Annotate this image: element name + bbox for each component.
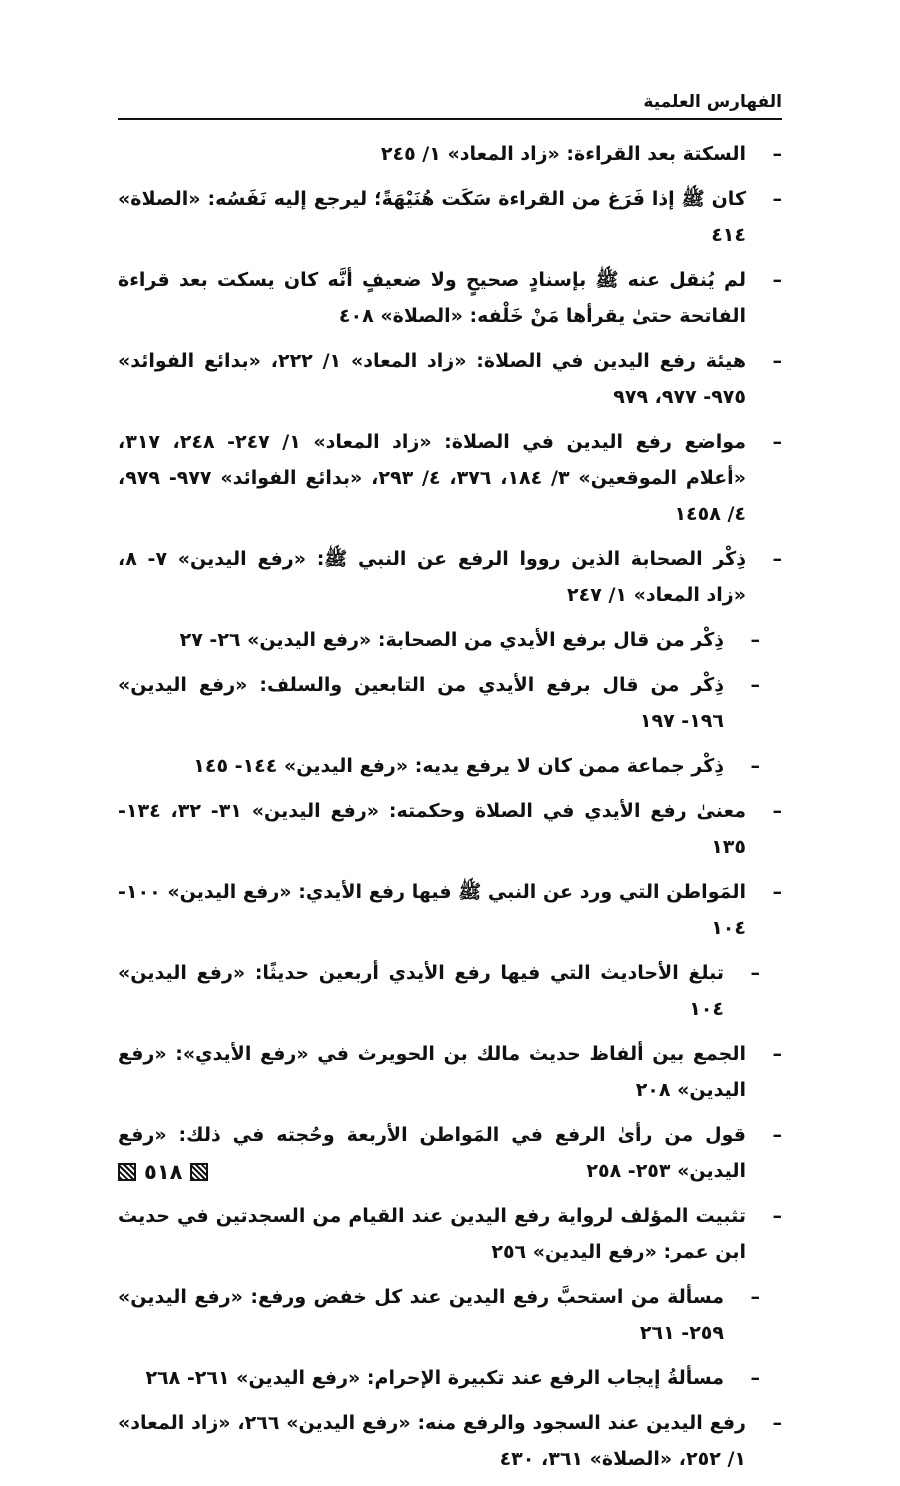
- page-number: ٥١٨: [144, 1160, 183, 1184]
- entry-dash: –: [750, 1367, 760, 1389]
- index-entry: [118, 793, 782, 865]
- entry-dash: –: [750, 962, 760, 984]
- index-entry: [118, 181, 782, 253]
- ornament-icon: [118, 1163, 136, 1181]
- entry-text: كان ﷺ إذا فَرَغ من القراءة سَكَت هُنَيْهَةً؛ ليرجع إليه نَفَسُه: «الصلاة» ٤١٤: [118, 188, 746, 246]
- entry-dash: –: [772, 143, 782, 165]
- entry-text: السكتة بعد القراءة: «زاد المعاد» ١/ ٢٤٥: [380, 143, 746, 165]
- page-footer: [118, 1160, 208, 1184]
- index-entry: [118, 667, 782, 739]
- entry-text: مسألة من استحبَّ رفع اليدين عند كل خفض ورفع: «رفع اليدين» ٢٥٩- ٢٦١: [118, 1286, 724, 1344]
- entry-text: ذِكْر من قال برفع الأيدي من الصحابة: «رفع اليدين» ٢٦- ٢٧: [179, 629, 724, 651]
- entry-dash: –: [772, 1412, 782, 1434]
- ornament-icon: [190, 1163, 208, 1181]
- index-entry: [118, 343, 782, 415]
- index-entry: [118, 1198, 782, 1270]
- index-entry: [118, 748, 782, 784]
- index-entry: [118, 136, 782, 172]
- entry-text: تبلغ الأحاديث التي فيها رفع الأيدي أربعين حديثًا: «رفع اليدين» ١٠٤: [118, 962, 724, 1020]
- index-entry: [118, 1405, 782, 1477]
- entry-text: ذِكْر الصحابة الذين رووا الرفع عن النبي ﷺ: «رفع اليدين» ٧- ٨، «زاد المعاد» ١/ ٢٤٧: [118, 548, 746, 606]
- entry-dash: –: [772, 1124, 782, 1146]
- entry-dash: –: [772, 548, 782, 570]
- entry-dash: –: [772, 431, 782, 453]
- index-entry: [118, 955, 782, 1027]
- entry-text: مواضع رفع اليدين في الصلاة: «زاد المعاد» ١/ ٢٤٧- ٢٤٨، ٣١٧، «أعلام الموقعين» ٣/ ١٨٤، ٣٧٦، ٤/ ٢٩٣، «بدائع الفوائد» ٩٧٧- ٩٧٩، ٤/ ١٤٥٨: [118, 431, 746, 525]
- entry-dash: –: [772, 188, 782, 210]
- entry-dash: –: [772, 1205, 782, 1227]
- index-entry: [118, 424, 782, 532]
- entry-text: ذِكْر من قال برفع الأيدي من التابعين والسلف: «رفع اليدين» ١٩٦- ١٩٧: [118, 674, 724, 732]
- entry-text: ذِكْر جماعة ممن كان لا يرفع يديه: «رفع اليدين» ١٤٤- ١٤٥: [193, 755, 724, 777]
- entry-dash: –: [772, 800, 782, 822]
- entry-text: المَواطن التي ورد عن النبي ﷺ فيها رفع الأيدي: «رفع اليدين» ١٠٠- ١٠٤: [118, 881, 746, 939]
- entry-dash: –: [750, 629, 760, 651]
- entry-text: هيئة رفع اليدين في الصلاة: «زاد المعاد» ١/ ٢٢٢، «بدائع الفوائد» ٩٧٥- ٩٧٧، ٩٧٩: [118, 350, 746, 408]
- index-entry: [118, 874, 782, 946]
- entry-text: تثبيت المؤلف لرواية رفع اليدين عند القيام من السجدتين في حديث ابن عمر: «رفع اليدين» ٢٥٦: [118, 1205, 746, 1263]
- entry-dash: –: [750, 755, 760, 777]
- index-entry: [118, 262, 782, 334]
- index-entry: [118, 622, 782, 658]
- entry-dash: –: [772, 1043, 782, 1065]
- entry-dash: –: [750, 1286, 760, 1308]
- index-entry: [118, 1036, 782, 1108]
- index-entry: [118, 1360, 782, 1396]
- entry-text: لم يُنقل عنه ﷺ بإسنادٍ صحيحٍ ولا ضعيفٍ أنَّه كان يسكت بعد قراءة الفاتحة حتىٰ يقرأها مَنْ خَلْفه: «الصلاة» ٤٠٨: [118, 269, 746, 327]
- index-entry: [118, 541, 782, 613]
- index-entries: [118, 136, 782, 1486]
- entry-dash: –: [772, 269, 782, 291]
- entry-dash: –: [772, 350, 782, 372]
- entry-dash: –: [772, 881, 782, 903]
- index-entry: [118, 1117, 782, 1189]
- entry-text: الجمع بين ألفاظ حديث مالك بن الحويرث في «رفع الأيدي»: «رفع اليدين» ٢٠٨: [118, 1043, 746, 1101]
- entry-text: رفع اليدين عند السجود والرفع منه: «رفع اليدين» ٢٦٦، «زاد المعاد» ١/ ٢٥٢، «الصلاة» ٣٦١، ٤٣٠: [118, 1412, 746, 1470]
- index-entry: [118, 1279, 782, 1351]
- entry-text: مسألةُ إيجاب الرفع عند تكبيرة الإحرام: «رفع اليدين» ٢٦١- ٢٦٨: [145, 1367, 724, 1389]
- header-rule: [118, 118, 782, 120]
- entry-dash: –: [750, 674, 760, 696]
- entry-text: معنىٰ رفع الأيدي في الصلاة وحكمته: «رفع اليدين» ٣١- ٣٢، ١٣٤- ١٣٥: [118, 800, 746, 858]
- page-header-title: الفهارس العلمية: [643, 92, 782, 112]
- entry-text: قول من رأىٰ الرفع في المَواطن الأربعة وحُجته في ذلك: «رفع اليدين» ٢٥٣- ٢٥٨: [118, 1124, 746, 1182]
